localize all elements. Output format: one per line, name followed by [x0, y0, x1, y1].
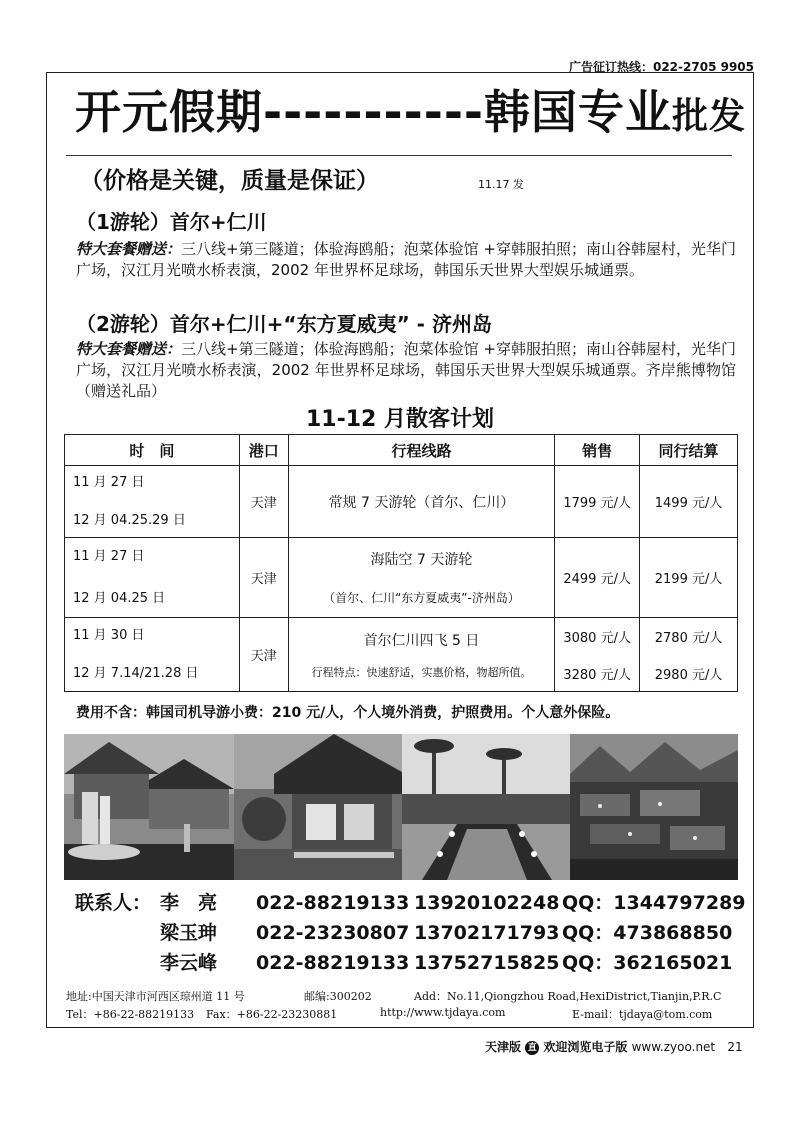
row-sale — [555, 618, 640, 692]
resort-aerial-image — [570, 734, 738, 880]
header-trade: 同行结算 — [640, 435, 738, 466]
row-date-1: 11 月 30 日 — [73, 627, 145, 643]
headline-suffix: 批发 — [672, 96, 747, 137]
contact-phone: 022-88219133 — [256, 892, 410, 914]
section-1-body — [76, 239, 736, 281]
headline-main: 开元假期-----------韩国专业 — [75, 85, 673, 139]
cost-exclusions: 费用不含：韩国司机导游小费：210 元/人，个人境外消费，护照费用。个人意外保险。 — [76, 705, 620, 721]
row-sale: 1799 元/人 — [555, 466, 640, 538]
section-2-body — [76, 339, 736, 402]
section-2-text: 三八线+第三隧道；体验海鸥船；泡菜体验馆 +穿韩服拍照；南山谷韩屋村，光华门广场，汉江月光喷水桥表演，2002 年世界杯足球场，韩国乐天世界大型娱乐城通票。齐岸熊博物馆（赠送礼品） — [76, 340, 736, 400]
postcode: 邮编:300202 — [304, 990, 372, 1003]
contact-mobile: 13702171793 — [414, 922, 560, 944]
pool-villa-image — [64, 734, 234, 880]
ad-hotline: 广告征订热线：022-2705 9905 — [568, 60, 754, 74]
contact-mobile: 13752715825 — [414, 952, 560, 974]
row-trade: 2199 元/人 — [640, 538, 738, 618]
row-port: 天津 — [239, 538, 288, 618]
table-row — [65, 618, 738, 692]
fax: Fax：+86-22-23230881 — [206, 1008, 338, 1021]
row-dates — [65, 538, 240, 618]
row-route-note: 行程特点：快速舒适，实惠价格，物超所值。 — [311, 665, 532, 679]
page-number: 21 — [727, 1040, 743, 1054]
contact-name: 李云峰 — [160, 952, 218, 974]
address-en: Add：No.11,Qiongzhou Road,HexiDistrict,Tianjin,P.R.C — [414, 990, 722, 1003]
contact-qq: QQ：1344797289 — [562, 892, 746, 914]
row-date-2: 12 月 04.25.29 日 — [73, 512, 186, 528]
row-dates — [65, 618, 240, 692]
email-link[interactable]: E-mail：tjdaya@tom.com — [572, 1008, 713, 1021]
row-date-1: 11 月 27 日 — [73, 548, 145, 564]
header-port: 港口 — [239, 435, 288, 466]
headline-divider — [66, 155, 732, 156]
row-date-2: 12 月 7.14/21.28 日 — [73, 665, 199, 681]
photo-resort-aerial — [570, 734, 738, 880]
page-footer — [485, 1038, 743, 1055]
contact-row — [160, 948, 732, 975]
row-date-1: 11 月 27 日 — [73, 474, 145, 490]
row-route: 常规 7 天游轮（首尔、仁川） — [288, 466, 555, 538]
table-header-row — [65, 435, 738, 466]
section-2-bonus-label: 特大套餐赠送： — [76, 340, 182, 358]
row-trade — [640, 618, 738, 692]
contact-phone: 022-88219133 — [256, 952, 410, 974]
row-route — [288, 538, 555, 618]
row-sale: 2499 元/人 — [555, 538, 640, 618]
headline — [75, 84, 746, 145]
address-cn: 地址:中国天津市河西区琼州道 11 号 — [66, 990, 245, 1003]
table-row — [65, 466, 738, 538]
contact-qq: QQ：473868850 — [562, 922, 733, 944]
night-villa-image — [234, 734, 402, 880]
section-1-title: （1游轮）首尔+仁川 — [76, 210, 267, 234]
contact-phone: 022-23230807 — [256, 922, 410, 944]
section-1-bonus-label: 特大套餐赠送： — [76, 240, 182, 258]
edition-label: 天津版 — [485, 1040, 522, 1054]
contact-row — [160, 888, 746, 915]
telephone: Tel：+86-22-88219133 — [66, 1008, 195, 1021]
plan-title: 11-12 月散客计划 — [305, 407, 495, 432]
section-2-title: （2游轮）首尔+仁川+“东方夏威夷” - 济州岛 — [76, 312, 492, 336]
contact-qq: QQ：362165021 — [562, 952, 733, 974]
contact-name: 梁玉珅 — [160, 922, 218, 944]
issue-date: 11.17 发 — [478, 178, 524, 191]
row-port: 天津 — [239, 618, 288, 692]
welcome-text: 欢迎浏览电子版 — [543, 1040, 628, 1054]
contact-name: 李 亮 — [160, 892, 218, 914]
contact-mobile: 13920102248 — [414, 892, 560, 914]
row-route-name: 首尔仁川四飞 5 日 — [363, 632, 480, 649]
row-port: 天津 — [239, 466, 288, 538]
row-date-2: 12 月 04.25 日 — [73, 590, 166, 606]
row-dates — [65, 466, 240, 538]
edition-badge-icon: 直 — [525, 1041, 539, 1055]
header-route: 行程线路 — [288, 435, 555, 466]
row-trade-2: 2980 元/人 — [654, 667, 723, 683]
row-sale-1: 3080 元/人 — [563, 630, 631, 646]
photo-tropical-pool — [402, 734, 570, 880]
row-route — [288, 618, 555, 692]
photo-pool-villa — [64, 734, 234, 880]
header-time: 时 间 — [65, 435, 240, 466]
row-trade: 1499 元/人 — [640, 466, 738, 538]
contacts-label: 联系人： — [75, 892, 152, 914]
site-link[interactable]: www.zyoo.net — [631, 1040, 716, 1054]
website-link[interactable]: http://www.tjdaya.com — [380, 1006, 506, 1019]
schedule-table — [64, 434, 738, 692]
slogan: （价格是关键，质量是保证） — [80, 168, 379, 194]
header-sale: 销售 — [555, 435, 640, 466]
row-route-note: （首尔、仁川“东方夏威夷”-济州岛） — [323, 591, 520, 605]
section-1-text: 三八线+第三隧道；体验海鸥船；泡菜体验馆 +穿韩服拍照；南山谷韩屋村，光华门广场，汉江月光喷水桥表演，2002 年世界杯足球场，韩国乐天世界大型娱乐城通票。 — [76, 240, 736, 279]
table-row — [65, 538, 738, 618]
row-sale-2: 3280 元/人 — [563, 667, 631, 683]
photo-night-villa — [234, 734, 402, 880]
tropical-pool-image — [402, 734, 570, 880]
row-trade-1: 2780 元/人 — [654, 630, 723, 646]
row-route-name: 海陆空 7 天游轮 — [370, 552, 473, 568]
contact-row — [160, 918, 732, 945]
